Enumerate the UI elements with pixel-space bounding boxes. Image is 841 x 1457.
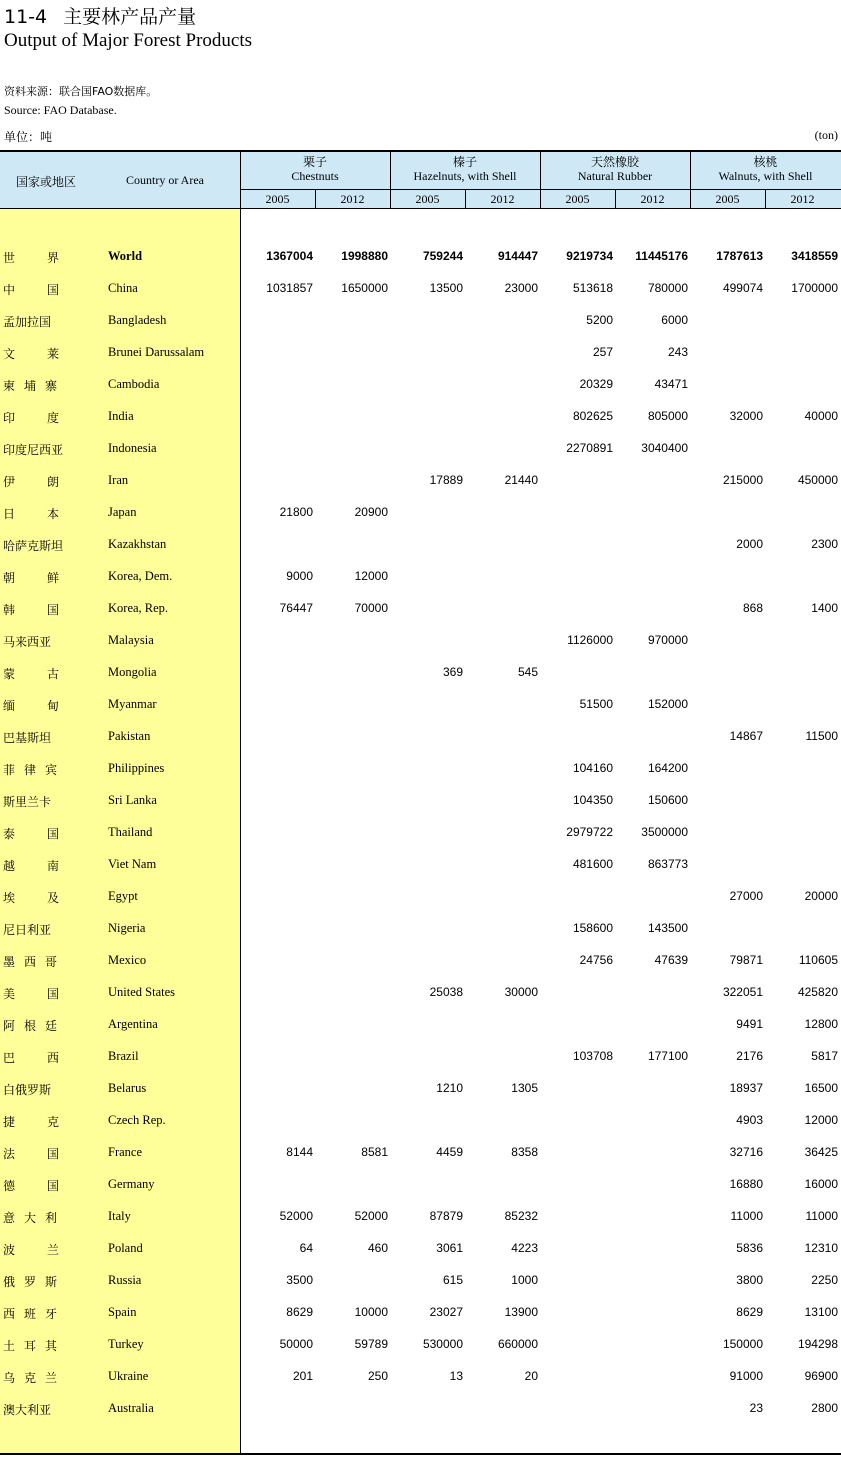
value-cell: 660000: [497, 1337, 538, 1351]
source-note-en: Source: FAO Database.: [4, 103, 117, 117]
table-row: [0, 464, 841, 496]
table-row: [0, 752, 841, 784]
group-label-cn: 栗子: [302, 155, 327, 169]
value-cell: 59789: [354, 1337, 388, 1351]
value-cell: 12800: [804, 1017, 838, 1031]
table-row: [0, 1200, 841, 1232]
value-cell: 36425: [804, 1145, 838, 1159]
country-name-en: Brunei Darussalam: [108, 345, 205, 359]
value-cell: 615: [442, 1273, 463, 1287]
country-name-cn: 美国: [3, 987, 59, 1001]
value-cell: 805000: [647, 409, 688, 423]
unit-label-cn: 单位：吨: [4, 130, 53, 144]
country-name-en: Turkey: [108, 1337, 144, 1351]
table-row: [0, 1040, 841, 1072]
value-cell: 250: [367, 1369, 388, 1383]
country-name-cn: 阿根廷: [3, 1019, 57, 1033]
value-cell: 9219734: [566, 249, 613, 263]
value-cell: 2000: [736, 537, 763, 551]
header-bottom-rule: [0, 208, 841, 209]
table-row: [0, 528, 841, 560]
value-cell: 2176: [736, 1049, 763, 1063]
value-cell: 914447: [497, 249, 538, 263]
value-cell: 5200: [586, 313, 613, 327]
value-cell: 759244: [422, 249, 463, 263]
group-label-cn: 核桃: [753, 155, 778, 169]
column-header-country-cn: 国家或地区: [16, 175, 77, 189]
table-row: [0, 720, 841, 752]
country-name-cn: 印度尼西亚: [3, 443, 64, 457]
value-cell: 20: [524, 1369, 538, 1383]
value-cell: 103708: [572, 1049, 613, 1063]
value-cell: 2979722: [566, 825, 613, 839]
value-cell: 2800: [811, 1401, 838, 1415]
value-cell: 8629: [736, 1305, 763, 1319]
table-title-cn: [4, 2, 196, 29]
column-group-hazelnuts: [390, 155, 540, 183]
value-cell: 104160: [572, 761, 613, 775]
source-note-cn: 资料来源：联合国FAO数据库。: [4, 85, 158, 98]
group-label-cn: 天然橡胶: [590, 155, 639, 169]
year-header: 2005: [565, 192, 590, 206]
value-cell: 1000: [511, 1273, 538, 1287]
value-cell: 970000: [647, 633, 688, 647]
country-name-en: India: [108, 409, 134, 423]
country-name-en: World: [108, 249, 143, 263]
country-name-cn: 菲律宾: [3, 763, 57, 777]
country-name-en: Korea, Dem.: [108, 569, 173, 583]
value-cell: 150000: [722, 1337, 763, 1351]
value-cell: 530000: [422, 1337, 463, 1351]
table-row: [0, 1136, 841, 1168]
value-cell: 8629: [286, 1305, 313, 1319]
table-title-cn-text: 主要林产品产量: [63, 6, 197, 28]
table-row: [0, 848, 841, 880]
value-cell: 215000: [722, 473, 763, 487]
value-cell: 79871: [729, 953, 763, 967]
country-name-cn: 孟加拉国: [3, 315, 52, 329]
value-cell: 1400: [811, 601, 838, 615]
table-row: [0, 304, 841, 336]
table-title-en: Output of Major Forest Products: [4, 30, 253, 51]
country-name-cn: 朝鲜: [3, 571, 59, 585]
value-cell: 70000: [354, 601, 388, 615]
country-name-cn: 捷克: [3, 1115, 59, 1129]
value-cell: 25038: [429, 985, 463, 999]
value-cell: 18937: [729, 1081, 763, 1095]
value-cell: 2250: [811, 1273, 838, 1287]
table-row: [0, 816, 841, 848]
value-cell: 51500: [579, 697, 613, 711]
country-name-en: Mexico: [108, 953, 147, 967]
value-cell: 863773: [647, 857, 688, 871]
country-name-en: Italy: [108, 1209, 131, 1223]
country-name-cn: 越南: [3, 859, 59, 873]
value-cell: 369: [442, 665, 463, 679]
value-cell: 158600: [572, 921, 613, 935]
value-cell: 4903: [736, 1113, 763, 1127]
value-cell: 24756: [579, 953, 613, 967]
group-label-en: Natural Rubber: [577, 169, 653, 183]
value-cell: 52000: [279, 1209, 313, 1223]
value-cell: 1998880: [341, 249, 388, 263]
table-row: [0, 400, 841, 432]
value-cell: 3800: [736, 1273, 763, 1287]
country-name-en: France: [108, 1145, 143, 1159]
value-cell: 1787613: [716, 249, 763, 263]
value-cell: 87879: [429, 1209, 463, 1223]
country-name-cn: 巴基斯坦: [3, 731, 52, 745]
country-name-cn: 斯里兰卡: [3, 795, 52, 809]
country-name-en: Russia: [108, 1273, 142, 1287]
unit-label-en: (ton): [814, 128, 838, 142]
value-cell: 21800: [279, 505, 313, 519]
value-cell: 1210: [436, 1081, 463, 1095]
year-header: 2012: [640, 192, 665, 206]
table-row: [0, 496, 841, 528]
value-cell: 32716: [729, 1145, 763, 1159]
country-name-en: Australia: [108, 1401, 154, 1415]
country-name-cn: 世界: [3, 251, 59, 265]
value-cell: 8581: [361, 1145, 388, 1159]
value-cell: 3061: [436, 1241, 463, 1255]
value-cell: 1031857: [266, 281, 313, 295]
country-name-en: Thailand: [108, 825, 153, 839]
country-name-en: Sri Lanka: [108, 793, 157, 807]
group-label-en: Chestnuts: [291, 169, 339, 183]
value-cell: 3040400: [641, 441, 688, 455]
value-cell: 322051: [722, 985, 763, 999]
country-name-cn: 柬埔寨: [3, 379, 57, 393]
value-cell: 10000: [354, 1305, 388, 1319]
value-cell: 20000: [804, 889, 838, 903]
table-row: [0, 784, 841, 816]
value-cell: 11000: [730, 1209, 763, 1223]
value-cell: 110605: [798, 953, 838, 967]
value-cell: 13900: [504, 1305, 538, 1319]
table-row: [0, 240, 841, 272]
value-cell: 5817: [811, 1049, 838, 1063]
value-cell: 201: [292, 1369, 313, 1383]
value-cell: 23000: [504, 281, 538, 295]
country-name-cn: 法国: [3, 1147, 59, 1161]
value-cell: 3500: [286, 1273, 313, 1287]
table-row: [0, 912, 841, 944]
value-cell: 9491: [736, 1017, 763, 1031]
table-row: [0, 432, 841, 464]
country-name-cn: 俄罗斯: [3, 1275, 57, 1289]
table-row: [0, 880, 841, 912]
value-cell: 27000: [729, 889, 763, 903]
value-cell: 780000: [647, 281, 688, 295]
value-cell: 2270891: [566, 441, 613, 455]
value-cell: 17889: [429, 473, 463, 487]
country-name-en: Egypt: [108, 889, 138, 903]
country-name-en: Poland: [108, 1241, 143, 1255]
country-name-en: Philippines: [108, 761, 165, 775]
country-name-en: Ukraine: [108, 1369, 149, 1383]
table-row: [0, 368, 841, 400]
country-name-en: Japan: [108, 505, 137, 519]
value-cell: 4459: [436, 1145, 463, 1159]
table-row: [0, 1296, 841, 1328]
value-cell: 143500: [647, 921, 688, 935]
country-name-en: Bangladesh: [108, 313, 167, 327]
value-cell: 47639: [654, 953, 688, 967]
value-cell: 23027: [429, 1305, 463, 1319]
value-cell: 12000: [354, 569, 388, 583]
value-cell: 2300: [811, 537, 838, 551]
country-name-cn: 乌克兰: [3, 1371, 57, 1385]
value-cell: 52000: [354, 1209, 388, 1223]
column-group-natural-rubber: [540, 155, 690, 183]
value-cell: 1126000: [567, 633, 613, 647]
table-row: [0, 1168, 841, 1200]
country-name-en: Iran: [108, 473, 129, 487]
country-name-cn: 澳大利亚: [3, 1403, 52, 1417]
value-cell: 1700000: [791, 281, 838, 295]
country-name-cn: 伊朗: [3, 475, 59, 489]
value-cell: 20900: [354, 505, 388, 519]
value-cell: 6000: [661, 313, 688, 327]
country-name-cn: 蒙古: [3, 667, 59, 681]
year-header: 2005: [265, 192, 290, 206]
value-cell: 76447: [279, 601, 313, 615]
country-name-cn: 西班牙: [3, 1307, 57, 1321]
value-cell: 30000: [504, 985, 538, 999]
value-cell: 8358: [511, 1145, 538, 1159]
country-name-cn: 日本: [3, 507, 59, 521]
country-name-cn: 白俄罗斯: [3, 1083, 52, 1097]
value-cell: 164200: [647, 761, 688, 775]
value-cell: 13500: [429, 281, 463, 295]
country-name-en: Cambodia: [108, 377, 160, 391]
value-cell: 21440: [504, 473, 538, 487]
country-name-en: Germany: [108, 1177, 155, 1191]
table-bottom-rule: [0, 1453, 841, 1455]
column-group-walnuts: [690, 155, 841, 183]
value-cell: 243: [667, 345, 688, 359]
country-name-en: Spain: [108, 1305, 137, 1319]
value-cell: 14867: [729, 729, 763, 743]
table-row: [0, 1264, 841, 1296]
value-cell: 13100: [804, 1305, 838, 1319]
group-label-cn: 榛子: [452, 155, 477, 169]
value-cell: 85232: [504, 1209, 538, 1223]
value-cell: 450000: [797, 473, 838, 487]
table-row: [0, 560, 841, 592]
value-cell: 11000: [805, 1209, 838, 1223]
value-cell: 32000: [729, 409, 763, 423]
year-header: 2012: [490, 192, 515, 206]
value-cell: 152000: [647, 697, 688, 711]
value-cell: 4223: [511, 1241, 538, 1255]
country-name-cn: 中国: [3, 283, 59, 297]
value-cell: 40000: [804, 409, 838, 423]
value-cell: 513618: [572, 281, 613, 295]
country-name-cn: 埃及: [3, 891, 59, 905]
table-row: [0, 624, 841, 656]
country-name-en: Kazakhstan: [108, 537, 167, 551]
value-cell: 425820: [797, 985, 838, 999]
country-name-cn: 德国: [3, 1179, 59, 1193]
table-row: [0, 1072, 841, 1104]
country-name-en: Nigeria: [108, 921, 146, 935]
country-name-en: Mongolia: [108, 665, 157, 679]
table-top-rule: [0, 150, 841, 152]
table-row: [0, 1328, 841, 1360]
country-name-en: United States: [108, 985, 176, 999]
value-cell: 802625: [572, 409, 613, 423]
value-cell: 16880: [729, 1177, 763, 1191]
value-cell: 50000: [279, 1337, 313, 1351]
country-name-cn: 马来西亚: [3, 635, 52, 649]
country-name-cn: 巴西: [3, 1051, 59, 1065]
country-name-cn: 墨西哥: [3, 955, 57, 969]
value-cell: 20329: [579, 377, 613, 391]
group-label-en: Walnuts, with Shell: [718, 169, 813, 183]
value-cell: 3500000: [641, 825, 688, 839]
column-group-chestnuts: [240, 155, 390, 183]
table-row: [0, 1360, 841, 1392]
value-cell: 150600: [647, 793, 688, 807]
value-cell: 5836: [736, 1241, 763, 1255]
table-row: [0, 944, 841, 976]
country-name-en: Belarus: [108, 1081, 147, 1095]
value-cell: 1367004: [266, 249, 313, 263]
value-cell: 13: [449, 1369, 463, 1383]
country-name-en: Korea, Rep.: [108, 601, 169, 615]
country-name-cn: 土耳其: [3, 1339, 57, 1353]
table-row: [0, 1008, 841, 1040]
value-cell: 545: [517, 665, 538, 679]
column-header-country-en: Country or Area: [126, 173, 204, 187]
value-cell: 1650000: [341, 281, 388, 295]
year-header: 2005: [415, 192, 440, 206]
country-name-cn: 意大利: [3, 1211, 57, 1225]
value-cell: 11445176: [635, 249, 688, 263]
value-cell: 481600: [572, 857, 613, 871]
table-row: [0, 976, 841, 1008]
value-cell: 96900: [804, 1369, 838, 1383]
value-cell: 104350: [572, 793, 613, 807]
country-name-en: Indonesia: [108, 441, 157, 455]
country-name-cn: 哈萨克斯坦: [3, 539, 64, 553]
table-row: [0, 272, 841, 304]
country-name-cn: 泰国: [3, 827, 59, 841]
table-row: [0, 1104, 841, 1136]
value-cell: 12000: [804, 1113, 838, 1127]
value-cell: 8144: [286, 1145, 313, 1159]
country-name-en: Viet Nam: [108, 857, 157, 871]
table-number: 11-4: [4, 6, 48, 28]
value-cell: 16000: [804, 1177, 838, 1191]
value-cell: 177100: [647, 1049, 688, 1063]
group-label-en: Hazelnuts, with Shell: [413, 169, 517, 183]
country-name-en: Argentina: [108, 1017, 158, 1031]
value-cell: 16500: [804, 1081, 838, 1095]
value-cell: 3418559: [791, 249, 838, 263]
value-cell: 9000: [286, 569, 313, 583]
country-name-en: Czech Rep.: [108, 1113, 166, 1127]
value-cell: 91000: [729, 1369, 763, 1383]
value-cell: 23: [749, 1401, 763, 1415]
country-name-cn: 韩国: [3, 603, 59, 617]
table-row: [0, 1232, 841, 1264]
value-cell: 11500: [805, 729, 838, 743]
table-row: [0, 592, 841, 624]
table-row: [0, 336, 841, 368]
table-row: [0, 688, 841, 720]
country-name-en: Myanmar: [108, 697, 157, 711]
country-name-cn: 文莱: [3, 347, 59, 361]
country-name-en: China: [108, 281, 138, 295]
value-cell: 12310: [804, 1241, 838, 1255]
value-cell: 64: [299, 1241, 313, 1255]
value-cell: 1305: [511, 1081, 538, 1095]
year-header: 2012: [340, 192, 365, 206]
country-name-en: Malaysia: [108, 633, 154, 647]
value-cell: 194298: [797, 1337, 838, 1351]
country-name-cn: 印度: [3, 411, 59, 425]
country-name-cn: 尼日利亚: [3, 923, 52, 937]
value-cell: 257: [592, 345, 613, 359]
value-cell: 43471: [654, 377, 688, 391]
table-row: [0, 656, 841, 688]
value-cell: 460: [367, 1241, 388, 1255]
country-name-cn: 波兰: [3, 1243, 59, 1257]
table-row: [0, 1392, 841, 1424]
country-name-en: Brazil: [108, 1049, 139, 1063]
year-header: 2005: [715, 192, 740, 206]
year-header: 2012: [790, 192, 815, 206]
country-name-en: Pakistan: [108, 729, 151, 743]
country-name-cn: 缅甸: [3, 699, 59, 713]
value-cell: 868: [742, 601, 763, 615]
value-cell: 499074: [722, 281, 763, 295]
